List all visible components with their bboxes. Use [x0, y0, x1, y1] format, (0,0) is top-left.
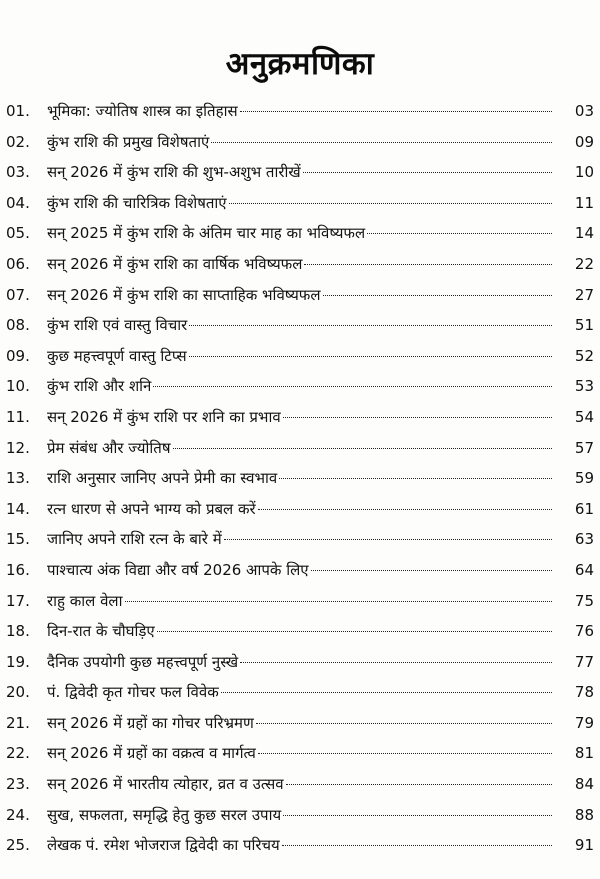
entry-number: 12.	[6, 438, 30, 457]
entry-page-number: 53	[574, 377, 594, 396]
dot-leader	[189, 356, 552, 357]
entry-body	[47, 346, 600, 368]
entry-page-number: 75	[574, 591, 594, 610]
entry-page-number: 09	[574, 132, 594, 151]
toc-entry	[0, 768, 600, 799]
entry-number: 15.	[6, 530, 30, 549]
entry-body	[47, 743, 600, 765]
entry-number: 08.	[6, 316, 30, 335]
dot-leader	[367, 233, 552, 234]
dot-leader	[303, 172, 552, 173]
entry-body	[47, 591, 600, 613]
dot-leader	[256, 723, 552, 724]
entry-number: 23.	[6, 775, 30, 794]
entry-number: 17.	[6, 591, 30, 610]
dot-leader	[125, 601, 553, 602]
toc-entry	[0, 523, 600, 554]
entry-page-number: 52	[574, 346, 594, 365]
entry-title: प्रेम संबंध और ज्योतिष	[47, 438, 171, 457]
entry-title: सन् 2025 में कुंभ राशि के अंतिम चार माह का भविष्यफल	[47, 224, 366, 243]
dot-leader	[211, 142, 552, 143]
entry-number: 22.	[6, 744, 30, 763]
dot-leader	[258, 753, 552, 754]
entry-number: 09.	[6, 346, 30, 365]
entry-title: जानिए अपने राशि रत्न के बारे में	[47, 530, 222, 549]
toc-entry	[0, 187, 600, 218]
entry-body	[47, 223, 600, 245]
entry-page-number: 88	[574, 805, 594, 824]
toc-entry	[0, 462, 600, 493]
dot-leader	[323, 295, 552, 296]
dot-leader	[229, 203, 552, 204]
entry-title: सुख, सफलता, समृद्धि हेतु कुछ सरल उपाय	[47, 805, 282, 824]
toc-entry	[0, 432, 600, 463]
entry-body	[47, 315, 600, 337]
entry-body	[47, 652, 600, 674]
entry-title: सन् 2026 में कुंभ राशि की शुभ-अशुभ तारीखें	[47, 163, 301, 182]
entry-body	[47, 621, 600, 643]
toc-entry	[0, 217, 600, 248]
dot-leader	[311, 570, 552, 571]
entry-page-number: 27	[574, 285, 594, 304]
toc-entry	[0, 309, 600, 340]
entry-title: पाश्चात्य अंक विद्या और वर्ष 2026 आपके लिए	[47, 560, 309, 579]
entry-body	[47, 285, 600, 307]
entry-page-number: 76	[574, 622, 594, 641]
entry-number: 10.	[6, 377, 30, 396]
toc-entry	[0, 493, 600, 524]
entry-number: 21.	[6, 713, 30, 732]
entry-body	[47, 835, 600, 857]
toc-entry	[0, 401, 600, 432]
entry-number: 03.	[6, 163, 30, 182]
entry-title: कुछ महत्त्वपूर्ण वास्तु टिप्स	[47, 346, 187, 365]
toc-entry	[0, 829, 600, 860]
toc-list	[0, 95, 600, 860]
entry-page-number: 03	[574, 102, 594, 120]
entry-number: 06.	[6, 254, 30, 273]
entry-page-number: 77	[574, 652, 594, 671]
toc-entry	[0, 279, 600, 310]
entry-body	[47, 468, 600, 490]
entry-title: राशि अनुसार जानिए अपने प्रेमी का स्वभाव	[47, 469, 278, 488]
toc-entry	[0, 340, 600, 371]
entry-title: कुंभ राशि एवं वास्तु विचार	[47, 316, 188, 335]
toc-entry	[0, 707, 600, 738]
dot-leader	[221, 692, 552, 693]
dot-leader	[157, 631, 552, 632]
toc-entry	[0, 95, 600, 126]
entry-body	[47, 682, 600, 704]
toc-entry	[0, 156, 600, 187]
entry-page-number: 22	[574, 254, 594, 273]
page-title: अनुक्रमणिका	[225, 46, 375, 82]
entry-page-number: 91	[574, 836, 594, 855]
entry-body	[47, 499, 600, 521]
entry-number: 05.	[6, 224, 30, 243]
entry-body	[47, 101, 600, 123]
entry-body	[47, 376, 600, 398]
entry-number: 02.	[6, 132, 30, 151]
toc-entry	[0, 370, 600, 401]
dot-leader	[240, 662, 552, 663]
dot-leader	[282, 845, 552, 846]
toc-entry	[0, 615, 600, 646]
entry-body	[47, 438, 600, 460]
entry-page-number: 79	[574, 713, 594, 732]
entry-title: दैनिक उपयोगी कुछ महत्त्वपूर्ण नुस्खे	[47, 652, 239, 671]
dot-leader	[153, 386, 552, 387]
entry-number: 16.	[6, 560, 30, 579]
entry-number: 19.	[6, 652, 30, 671]
entry-page-number: 84	[574, 775, 594, 794]
entry-body	[47, 162, 600, 184]
entry-title: राहु काल वेला	[47, 591, 123, 610]
toc-entry	[0, 737, 600, 768]
entry-page-number: 54	[574, 407, 594, 426]
dot-leader	[283, 417, 552, 418]
entry-title: पं. द्विवेदी कृत गोचर फल विवेक	[47, 683, 219, 702]
toc-entry	[0, 676, 600, 707]
entry-number: 24.	[6, 805, 30, 824]
entry-number: 07.	[6, 285, 30, 304]
entry-title: रत्न धारण से अपने भाग्य को प्रबल करें	[47, 499, 256, 518]
dot-leader	[283, 815, 552, 816]
entry-body	[47, 560, 600, 582]
entry-body	[47, 529, 600, 551]
entry-body	[47, 407, 600, 429]
entry-title: सन् 2026 में ग्रहों का गोचर परिभ्रमण	[47, 713, 254, 732]
entry-title: कुंभ राशि की चारित्रिक विशेषताएं	[47, 193, 227, 212]
toc-entry	[0, 646, 600, 677]
dot-leader	[286, 784, 552, 785]
entry-body	[47, 193, 600, 215]
dot-leader	[258, 509, 552, 510]
entry-page-number: 63	[574, 530, 594, 549]
entry-page-number: 11	[574, 193, 594, 212]
toc-entry	[0, 554, 600, 585]
toc-entry	[0, 126, 600, 157]
entry-number: 01.	[6, 102, 30, 120]
entry-title: कुंभ राशि की प्रमुख विशेषताएं	[47, 132, 210, 151]
entry-page-number: 10	[574, 163, 594, 182]
dot-leader	[240, 111, 552, 112]
dot-leader	[279, 478, 552, 479]
dot-leader	[224, 539, 552, 540]
entry-number: 25.	[6, 836, 30, 855]
entry-title: सन् 2026 में भारतीय त्योहार, व्रत व उत्सव	[47, 775, 284, 794]
entry-title: कुंभ राशि और शनि	[47, 377, 152, 396]
entry-page-number: 14	[574, 224, 594, 243]
entry-page-number: 61	[574, 499, 594, 518]
toc-entry	[0, 585, 600, 616]
entry-number: 20.	[6, 683, 30, 702]
entry-title: दिन-रात के चौघड़िए	[47, 622, 155, 641]
dot-leader	[304, 264, 552, 265]
entry-page-number: 57	[574, 438, 594, 457]
entry-body	[47, 132, 600, 154]
entry-number: 04.	[6, 193, 30, 212]
entry-page-number: 59	[574, 469, 594, 488]
dot-leader	[173, 448, 553, 449]
entry-title: सन् 2026 में कुंभ राशि का वार्षिक भविष्यफल	[47, 254, 303, 273]
entry-body	[47, 805, 600, 827]
entry-number: 11.	[6, 407, 30, 426]
entry-title: लेखक पं. रमेश भोजराज द्विवेदी का परिचय	[47, 836, 280, 855]
entry-body	[47, 713, 600, 735]
entry-page-number: 81	[574, 744, 594, 763]
entry-title: सन् 2026 में कुंभ राशि पर शनि का प्रभाव	[47, 407, 281, 426]
entry-number: 14.	[6, 499, 30, 518]
entry-number: 18.	[6, 622, 30, 641]
dot-leader	[189, 325, 552, 326]
entry-title: सन् 2026 में ग्रहों का वक्रत्व व मार्गत्व	[47, 744, 256, 763]
entry-page-number: 78	[574, 683, 594, 702]
entry-title: सन् 2026 में कुंभ राशि का साप्ताहिक भविष्यफल	[47, 285, 321, 304]
entry-title: भूमिका: ज्योतिष शास्त्र का इतिहास	[47, 102, 238, 120]
entry-page-number: 51	[574, 316, 594, 335]
toc-entry	[0, 248, 600, 279]
entry-body	[47, 254, 600, 276]
entry-body	[47, 774, 600, 796]
toc-entry	[0, 799, 600, 830]
entry-page-number: 64	[574, 560, 594, 579]
entry-number: 13.	[6, 469, 30, 488]
